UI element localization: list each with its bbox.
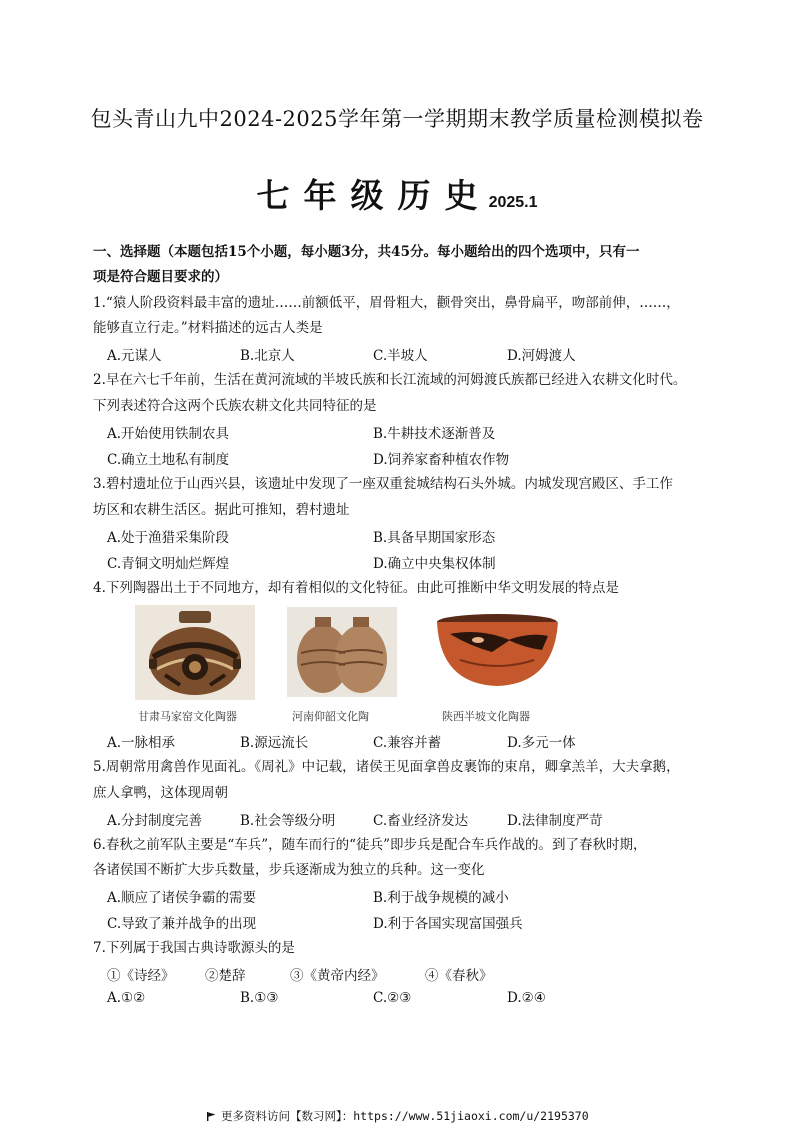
caption-yangshao: 河南仰韶文化陶 bbox=[292, 710, 369, 723]
question-1-line-2: 能够直立行走。”材料描述的远古人类是 bbox=[93, 320, 323, 336]
question-7-item-3: ③《黄帝内经》 bbox=[290, 968, 385, 984]
question-1-option-a: A.元谋人 bbox=[107, 348, 162, 364]
question-6-option-b: B.利于战争规模的减小 bbox=[373, 890, 509, 906]
question-1-option-b: B.北京人 bbox=[240, 348, 295, 364]
question-6-option-c: C.导致了兼并战争的出现 bbox=[107, 916, 257, 932]
question-7-item-2: ②楚辞 bbox=[205, 968, 246, 984]
question-2-line-2: 下列表述符合这两个氏族农耕文化共同特征的是 bbox=[93, 398, 377, 414]
question-6-option-a: A.顺应了诸侯争霸的需要 bbox=[107, 890, 257, 906]
question-2-option-a: A.开始使用铁制农具 bbox=[107, 426, 230, 442]
yangshao-pottery-image bbox=[287, 607, 397, 697]
question-4-option-b: B.源远流长 bbox=[240, 735, 309, 751]
caption-majiayao: 甘肃马家窑文化陶器 bbox=[138, 710, 237, 723]
question-6-line-2: 各诸侯国不断扩大步兵数量，步兵逐渐成为独立的兵种。这一变化 bbox=[93, 862, 485, 878]
question-4-option-c: C.兼容并蓄 bbox=[373, 735, 442, 751]
footer-text: 更多资料访问【数习网】：https://www.51jiaoxi.com/u/2195370 bbox=[221, 1109, 589, 1123]
exam-date: 2025.1 bbox=[488, 194, 538, 211]
question-7-option-c: C.②③ bbox=[373, 990, 412, 1006]
subject-name: 七年级历史 bbox=[256, 176, 492, 215]
question-7-item-1: ①《诗经》 bbox=[107, 968, 175, 984]
question-7-option-a: A.①② bbox=[107, 990, 146, 1006]
question-4-option-a: A.一脉相承 bbox=[107, 735, 176, 751]
subject-heading bbox=[0, 170, 794, 217]
question-3-option-b: B.具备早期国家形态 bbox=[373, 530, 496, 546]
question-1-option-c: C.半坡人 bbox=[373, 348, 428, 364]
question-6-option-d: D.利于各国实现富国强兵 bbox=[373, 916, 523, 932]
question-3-option-d: D.确立中央集权体制 bbox=[373, 556, 496, 572]
question-7-option-d: D.②④ bbox=[507, 990, 546, 1006]
question-4-line-1: 4.下列陶器出土于不同地方，却有着相似的文化特征。由此可推断中华文明发展的特点是 bbox=[93, 580, 619, 596]
question-1-line-1: 1.“猿人阶段资料最丰富的遗址……前额低平，眉骨粗大，颧骨突出，鼻骨扁平，吻部前伸，……， bbox=[93, 295, 680, 311]
question-5-line-2: 庶人拿鸭，这体现周朝 bbox=[93, 785, 228, 801]
question-6-line-1: 6.春秋之前军队主要是“车兵”，随车而行的“徒兵”即步兵是配合车兵作战的。到了春秋时期， bbox=[93, 837, 647, 853]
question-2-option-d: D.饲养家畜种植农作物 bbox=[373, 452, 510, 468]
question-7-line-1: 7.下列属于我国古典诗歌源头的是 bbox=[93, 940, 295, 956]
question-2-option-c: C.确立土地私有制度 bbox=[107, 452, 230, 468]
flag-icon bbox=[207, 1110, 216, 1119]
question-3-option-c: C.青铜文明灿烂辉煌 bbox=[107, 556, 230, 572]
question-5-option-a: A.分封制度完善 bbox=[107, 813, 203, 829]
footer-link[interactable] bbox=[207, 1108, 589, 1124]
question-5-option-c: C.畜业经济发达 bbox=[373, 813, 469, 829]
question-5-option-b: B.社会等级分明 bbox=[240, 813, 336, 829]
question-3-line-1: 3.碧村遗址位于山西兴县，该遗址中发现了一座双重瓮城结构石头外城。内城发现宫殿区、手工作 bbox=[93, 476, 673, 492]
section-instructions-line-2: 项是符合题目要求的） bbox=[93, 269, 228, 285]
question-7-option-b: B.①③ bbox=[240, 990, 279, 1006]
question-2-option-b: B.牛耕技术逐渐普及 bbox=[373, 426, 496, 442]
banpo-pottery-image bbox=[430, 610, 565, 692]
question-2-line-1: 2.早在六七千年前，生活在黄河流域的半坡氏族和长江流域的河姆渡氏族都已经进入农耕文化时代。 bbox=[93, 372, 687, 388]
question-3-option-a: A.处于渔猎采集阶段 bbox=[107, 530, 230, 546]
question-3-line-2: 坊区和农耕生活区。据此可推知，碧村遗址 bbox=[93, 502, 350, 518]
section-instructions-line-1: 一、选择题（本题包括15个小题，每小题3分，共45分。每小题给出的四个选项中，只有一 bbox=[93, 244, 640, 260]
question-4-option-d: D.多元一体 bbox=[507, 735, 576, 751]
question-5-line-1: 5.周朝常用禽兽作见面礼。《周礼》中记载，诸侯王见面拿兽皮裹饰的束帛，卿拿羔羊，大夫拿鹅， bbox=[93, 759, 680, 775]
question-5-option-d: D.法律制度严苛 bbox=[507, 813, 603, 829]
question-1-option-d: D.河姆渡人 bbox=[507, 348, 576, 364]
majiayao-pottery-image bbox=[135, 605, 255, 700]
caption-banpo: 陕西半坡文化陶器 bbox=[442, 710, 530, 723]
question-7-item-4: ④《春秋》 bbox=[425, 968, 493, 984]
exam-title: 包头青山九中2024-2025学年第一学期期末教学质量检测模拟卷 bbox=[90, 107, 704, 131]
